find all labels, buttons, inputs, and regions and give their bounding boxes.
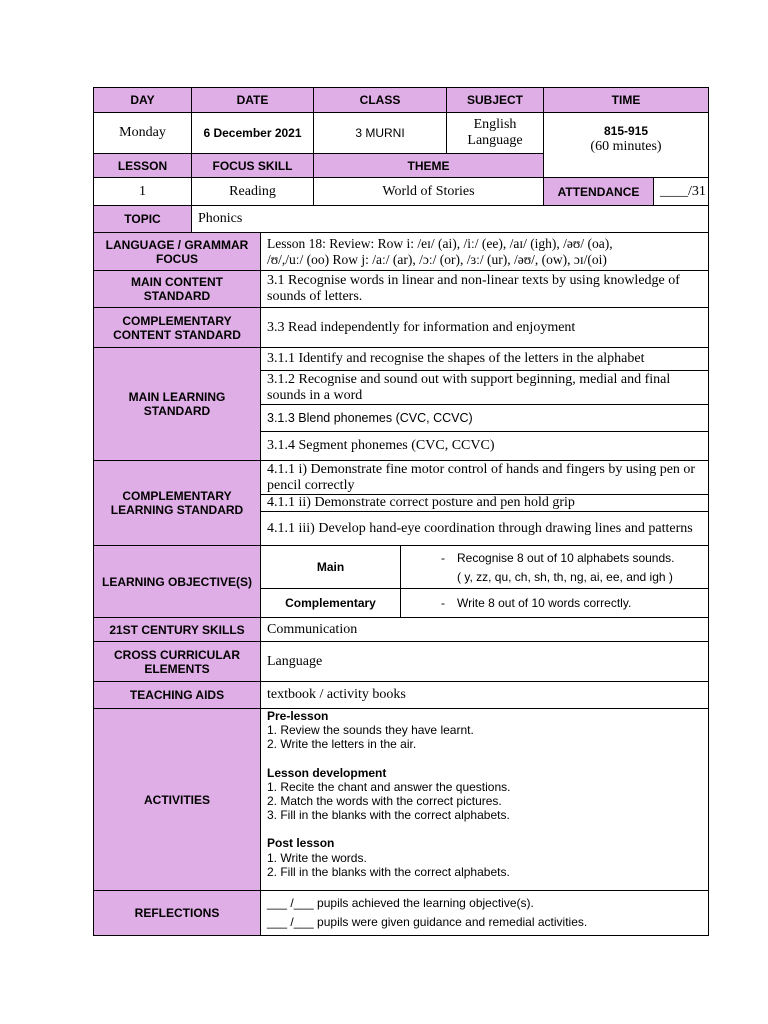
reflection-line[interactable]: ___ /___ pupils achieved the learning objective(s). [267, 896, 534, 910]
main-learning-item: 3.1.4 Segment phonemes (CVC, CCVC) [261, 432, 709, 461]
main-learning-item: 3.1.3 Blend phonemes (CVC, CCVC) [261, 405, 709, 432]
main-learning-item: 3.1.2 Recognise and sound out with support beginning, medial and final sounds in a word [261, 371, 709, 405]
lesson-value: 1 [94, 178, 192, 206]
teaching-aids-value: textbook / activity books [261, 682, 709, 709]
main-learning-item: 3.1.1 Identify and recognise the shapes of the letters in the alphabet [261, 348, 709, 371]
language-focus-line-1: Lesson 18: Review: Row i: /eɪ/ (ai), /iː/ (ee), /aɪ/ (igh), /əʊ/ (oa), [267, 235, 613, 251]
comp-learning-item: 4.1.1 ii) Demonstrate correct posture and pen hold grip [261, 495, 709, 512]
cross-curricular-value: Language [261, 642, 709, 682]
attendance-field[interactable]: ____/31 [654, 178, 709, 206]
objective-main-value [401, 546, 709, 589]
time-cell [544, 113, 709, 178]
post-lesson-step: 1. Write the words. [267, 850, 367, 865]
class-label: CLASS [314, 88, 447, 113]
date-label: DATE [192, 88, 314, 113]
lesson-development-heading: Lesson development [267, 765, 387, 780]
lesson-development-step: 3. Fill in the blanks with the correct alphabets. [267, 808, 510, 823]
main-content-value: 3.1 Recognise words in linear and non-linear texts by using knowledge of sounds of letters. [261, 271, 709, 308]
day-label: DAY [94, 88, 192, 113]
comp-content-value: 3.3 Read independently for information and enjoyment [261, 308, 709, 348]
post-lesson-heading: Post lesson [267, 836, 335, 851]
reflection-line[interactable]: ___ /___ pupils were given guidance and remedial activities. [267, 915, 588, 929]
topic-label: TOPIC [94, 206, 192, 233]
lesson-label: LESSON [94, 154, 192, 178]
century-skills-label: 21ST CENTURY SKILLS [94, 618, 261, 642]
cross-curricular-label: CROSS CURRICULAR ELEMENTS [94, 642, 261, 682]
theme-label: THEME [314, 154, 544, 178]
pre-lesson-step: 1. Review the sounds they have learnt. [267, 723, 474, 738]
attendance-label: ATTENDANCE [544, 178, 654, 206]
main-learning-label: MAIN LEARNING STANDARD [94, 348, 261, 461]
subject-value: English Language [447, 113, 544, 154]
activities-value [261, 709, 709, 891]
objective-main-dash: - [441, 550, 445, 565]
language-focus-line-2: /ʊ/,/uː/ (oo) Row j: /aː/ (ar), /ɔː/ (or), /ɜː/ (ur), /əʊ/, (ow), ɔɪ/(oi) [267, 251, 607, 267]
reflections-value [261, 891, 709, 936]
pre-lesson-heading: Pre-lesson [267, 709, 329, 723]
language-focus-value [261, 233, 709, 271]
subject-label: SUBJECT [447, 88, 544, 113]
day-value: Monday [94, 113, 192, 154]
time-value: 815-915 [603, 124, 649, 138]
objective-comp-value [401, 589, 709, 618]
plan-table [93, 232, 709, 936]
objective-main-label: Main [261, 546, 401, 589]
teaching-aids-label: TEACHING AIDS [94, 682, 261, 709]
reflections-label: REFLECTIONS [94, 891, 261, 936]
header-table [93, 87, 709, 233]
pre-lesson-step: 2. Write the letters in the air. [267, 737, 417, 752]
main-content-label: MAIN CONTENT STANDARD [94, 271, 261, 308]
topic-value: Phonics [192, 206, 709, 233]
activities-label: ACTIVITIES [94, 709, 261, 891]
comp-content-label: COMPLEMENTARY CONTENT STANDARD [94, 308, 261, 348]
lesson-development-step: 1. Recite the chant and answer the questions. [267, 779, 511, 794]
objective-label: LEARNING OBJECTIVE(S) [94, 546, 261, 618]
comp-learning-label: COMPLEMENTARY LEARNING STANDARD [94, 461, 261, 546]
post-lesson-step: 2. Fill in the blanks with the correct alphabets. [267, 864, 510, 879]
language-focus-label: LANGUAGE / GRAMMAR FOCUS [94, 233, 261, 271]
objective-comp-label: Complementary [261, 589, 401, 618]
objective-main-line-1: Recognise 8 out of 10 alphabets sounds. [457, 550, 675, 565]
objective-main-line-2: ( y, zz, qu, ch, sh, th, ng, ai, ee, and igh ) [457, 569, 673, 584]
objective-comp-dash: - [441, 596, 445, 610]
century-skills-value: Communication [261, 618, 709, 642]
comp-learning-item: 4.1.1 i) Demonstrate fine motor control of hands and fingers by using pen or pencil correctly [261, 461, 709, 495]
time-label: TIME [544, 88, 709, 113]
focus-skill-value: Reading [192, 178, 314, 206]
theme-value: World of Stories [314, 178, 544, 206]
date-value: 6 December 2021 [192, 113, 314, 154]
focus-skill-label: FOCUS SKILL [192, 154, 314, 178]
objective-comp-text: Write 8 out of 10 words correctly. [457, 596, 632, 610]
comp-learning-item: 4.1.1 iii) Develop hand-eye coordination through drawing lines and patterns [261, 512, 709, 546]
lesson-development-step: 2. Match the words with the correct pictures. [267, 794, 502, 809]
duration-value: (60 minutes) [590, 139, 662, 154]
class-value: 3 MURNI [314, 113, 447, 154]
